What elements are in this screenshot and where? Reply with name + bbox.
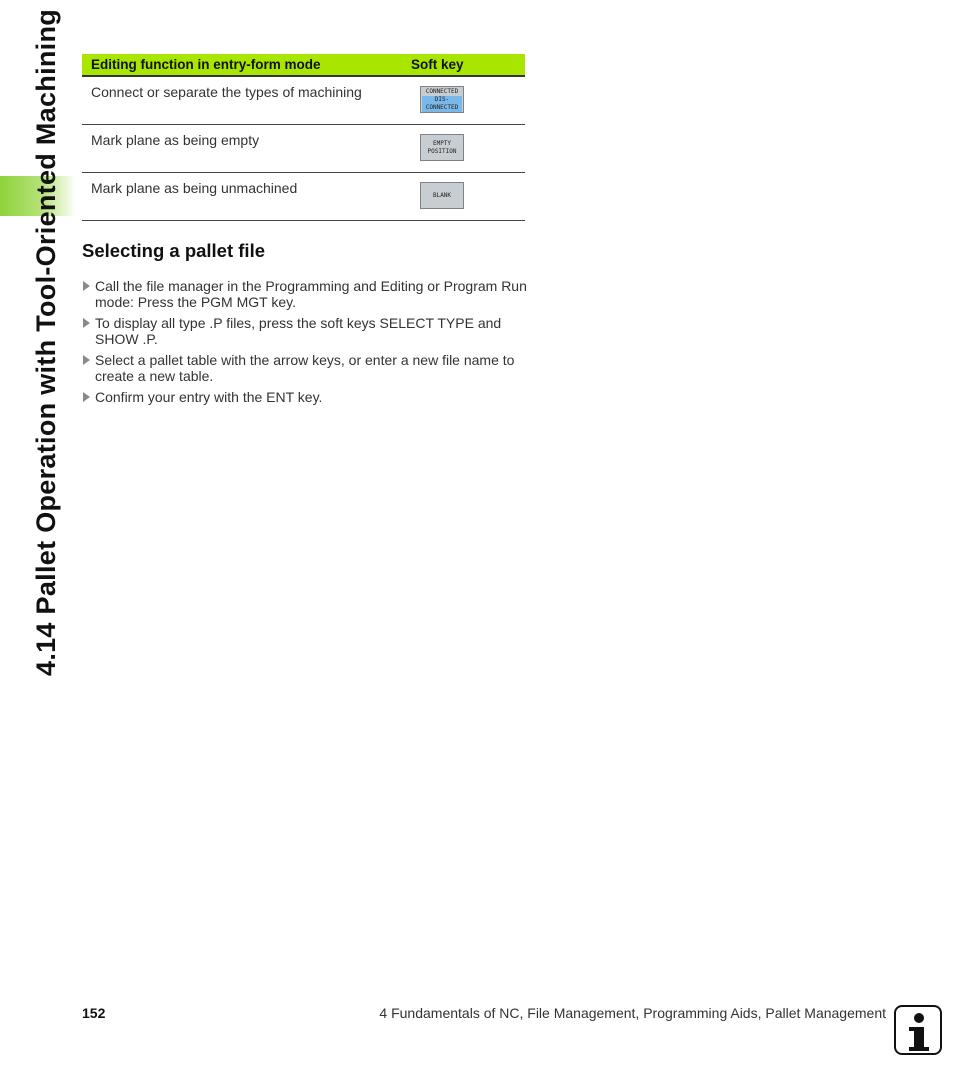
list-item-text: Call the file manager in the Programming and Editing or Program Run mode: Press the PGM MGT key. — [95, 278, 527, 310]
softkey-label: BLANK — [432, 191, 452, 199]
empty-position-softkey-icon — [420, 134, 464, 161]
softkey-label: CONNECTED — [422, 104, 462, 112]
list-item-text: Confirm your entry with the ENT key. — [95, 389, 323, 405]
list-item — [82, 389, 527, 405]
connected-softkey-icon — [420, 86, 464, 113]
row-function-text: Mark plane as being empty — [91, 132, 260, 148]
table-row — [82, 173, 525, 221]
table-row — [82, 77, 525, 125]
section-title: Selecting a pallet file — [82, 240, 266, 261]
table-header-softkey: Soft key — [411, 57, 464, 72]
list-item-text: Select a pallet table with the arrow keys, or enter a new file name to create a new table. — [95, 352, 515, 384]
triangle-right-icon — [83, 281, 90, 291]
row-function-text: Connect or separate the types of machining — [91, 84, 362, 100]
softkey-label: POSITION — [427, 147, 457, 155]
list-item — [82, 278, 527, 310]
instruction-list — [82, 278, 527, 410]
chapter-footer: 4 Fundamentals of NC, File Management, Programming Aids, Pallet Management — [379, 1005, 886, 1021]
row-function-text: Mark plane as being unmachined — [91, 180, 298, 196]
list-item-text: To display all type .P files, press the soft keys SELECT TYPE and SHOW .P. — [95, 315, 502, 347]
list-item — [82, 352, 527, 384]
softkey-label: DIS- — [422, 96, 462, 104]
softkey-table — [82, 54, 525, 221]
softkey-label: CONNECTED — [425, 87, 459, 95]
list-item — [82, 315, 527, 347]
blank-softkey-icon — [420, 182, 464, 209]
table-header-function: Editing function in entry-form mode — [91, 57, 321, 72]
triangle-right-icon — [83, 392, 90, 402]
triangle-right-icon — [83, 318, 90, 328]
page-number: 152 — [82, 1005, 106, 1021]
table-header — [82, 54, 525, 77]
info-icon — [894, 1005, 942, 1055]
table-row — [82, 125, 525, 173]
chapter-side-title: 4.14 Pallet Operation with Tool-Oriented Machining — [31, 8, 61, 676]
softkey-label: EMPTY — [432, 139, 452, 147]
triangle-right-icon — [83, 355, 90, 365]
